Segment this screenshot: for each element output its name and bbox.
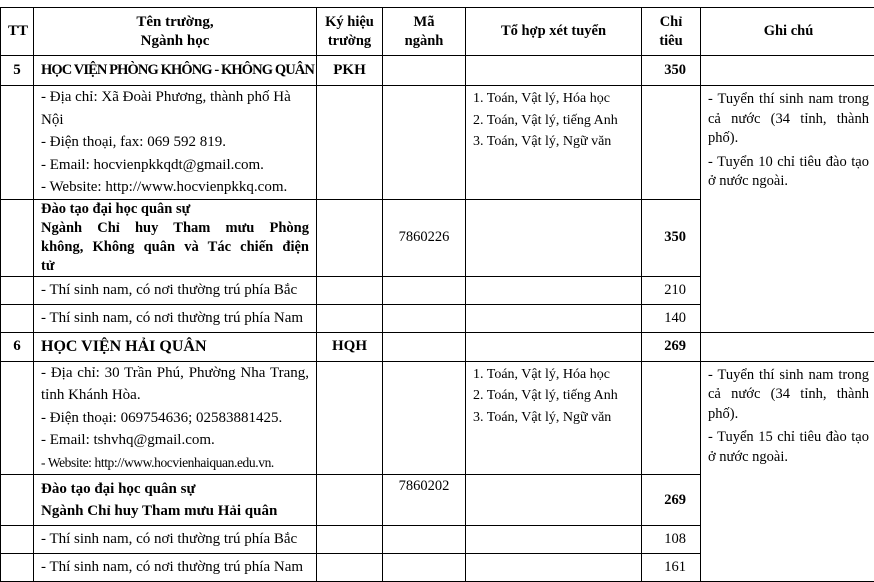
sub-tt-empty — [1, 304, 34, 332]
sub-code-empty — [383, 304, 466, 332]
sub-code-empty — [383, 526, 466, 554]
info-symbol-empty — [317, 86, 383, 200]
sub-combos-empty — [466, 554, 642, 582]
info-tt-empty — [1, 361, 34, 475]
note-item: - Tuyển thí sinh nam trong cả nước (34 tỉnh, thành phố). — [708, 90, 869, 149]
school-notes — [701, 86, 874, 333]
email: - Email: tshvhq@gmail.com. — [41, 429, 309, 452]
school-combos-empty — [466, 332, 642, 361]
school-code-empty — [383, 56, 466, 86]
school-combos-empty — [466, 56, 642, 86]
header-row — [1, 8, 874, 56]
note-item: - Tuyển 15 chỉ tiêu đào tạo ở nước ngoài. — [708, 428, 869, 467]
major-symbol-empty — [317, 199, 383, 276]
school-name: HỌC VIỆN HẢI QUÂN — [34, 332, 317, 361]
sub-combos-empty — [466, 304, 642, 332]
combo-item: 1. Toán, Vật lý, Hóa học — [473, 364, 634, 386]
email: - Email: hocvienpkkqdt@gmail.com. — [41, 154, 309, 177]
major-code: 7860202 — [383, 475, 466, 526]
subject-combos — [466, 86, 642, 200]
address: - Địa chỉ: 30 Trần Phú, Phường Nha Trang, tỉnh Khánh Hòa. — [41, 362, 309, 407]
sub-label: - Thí sinh nam, có nơi thường trú phía Nam — [34, 554, 317, 582]
school-notes-empty — [701, 332, 874, 361]
major-title: Đào tạo đại học quân sự — [41, 200, 309, 219]
major-name: Ngành Chỉ huy Tham mưu Hải quân — [41, 500, 309, 522]
major-title: Đào tạo đại học quân sự — [41, 478, 309, 500]
header-symbol-line2: trường — [319, 32, 380, 51]
header-code-line1: Mã — [390, 13, 458, 32]
sub-quota: 108 — [642, 526, 701, 554]
sub-quota: 140 — [642, 304, 701, 332]
sub-symbol-empty — [317, 526, 383, 554]
header-quota-line2: tiêu — [644, 32, 698, 51]
header-notes: Ghi chú — [701, 8, 874, 56]
website: - Website: http://www.hocvienpkkq.com. — [41, 176, 309, 199]
sub-label: - Thí sinh nam, có nơi thường trú phía Bắc — [34, 526, 317, 554]
major-quota: 269 — [642, 475, 701, 526]
school-contact-info — [34, 86, 317, 200]
school-tt: 5 — [1, 56, 34, 86]
sub-combos-empty — [466, 526, 642, 554]
school-quota: 350 — [642, 56, 701, 86]
major-quota: 350 — [642, 199, 701, 276]
sub-quota: 161 — [642, 554, 701, 582]
website: - Website: http://www.hocvienhaiquan.edu.vn. — [41, 452, 309, 475]
major-tt-empty — [1, 475, 34, 526]
sub-combos-empty — [466, 276, 642, 304]
info-quota-empty — [642, 361, 701, 475]
school-notes — [701, 361, 874, 582]
subject-combos — [466, 361, 642, 475]
school-contact-info — [34, 361, 317, 475]
combo-item: 2. Toán, Vật lý, tiếng Anh — [473, 385, 634, 407]
header-symbol-line1: Ký hiệu — [319, 13, 380, 32]
info-symbol-empty — [317, 361, 383, 475]
major-combos-empty — [466, 475, 642, 526]
sub-label: - Thí sinh nam, có nơi thường trú phía Nam — [34, 304, 317, 332]
phone: - Điện thoại, fax: 069 592 819. — [41, 131, 309, 154]
header-name-line2: Ngành học — [41, 32, 309, 51]
major-name: Ngành Chỉ huy Tham mưu Phòng không, Không quân và Tác chiến điện tử — [41, 219, 309, 276]
major-code: 7860226 — [383, 199, 466, 276]
header-name — [34, 8, 317, 56]
note-item: - Tuyển 10 chỉ tiêu đào tạo ở nước ngoài. — [708, 153, 869, 192]
header-name-line1: Tên trường, — [41, 13, 309, 32]
combo-item: 2. Toán, Vật lý, tiếng Anh — [473, 110, 634, 132]
header-symbol — [317, 8, 383, 56]
header-combos: Tổ hợp xét tuyển — [466, 8, 642, 56]
major-tt-empty — [1, 199, 34, 276]
admissions-table — [0, 7, 874, 582]
school-name: HỌC VIỆN PHÒNG KHÔNG - KHÔNG QUÂN — [34, 56, 317, 86]
sub-tt-empty — [1, 276, 34, 304]
phone: - Điện thoại: 069754636; 02583881425. — [41, 407, 309, 430]
header-quota — [642, 8, 701, 56]
sub-tt-empty — [1, 554, 34, 582]
header-tt: TT — [1, 8, 34, 56]
major-cell — [34, 475, 317, 526]
sub-code-empty — [383, 276, 466, 304]
major-cell — [34, 199, 317, 276]
info-tt-empty — [1, 86, 34, 200]
school-info-row — [1, 361, 874, 475]
school-row — [1, 56, 874, 86]
sub-symbol-empty — [317, 304, 383, 332]
header-code-line2: ngành — [390, 32, 458, 51]
info-code-empty — [383, 361, 466, 475]
major-combos-empty — [466, 199, 642, 276]
school-info-row — [1, 86, 874, 200]
school-symbol: HQH — [317, 332, 383, 361]
note-item: - Tuyển thí sinh nam trong cả nước (34 tỉnh, thành phố). — [708, 366, 869, 425]
major-symbol-empty — [317, 475, 383, 526]
school-notes-empty — [701, 56, 874, 86]
sub-tt-empty — [1, 526, 34, 554]
school-row — [1, 332, 874, 361]
school-quota: 269 — [642, 332, 701, 361]
sub-code-empty — [383, 554, 466, 582]
sub-label: - Thí sinh nam, có nơi thường trú phía Bắc — [34, 276, 317, 304]
info-code-empty — [383, 86, 466, 200]
combo-item: 1. Toán, Vật lý, Hóa học — [473, 88, 634, 110]
sub-symbol-empty — [317, 276, 383, 304]
address: - Địa chỉ: Xã Đoài Phương, thành phố Hà Nội — [41, 86, 309, 131]
info-quota-empty — [642, 86, 701, 200]
header-quota-line1: Chỉ — [644, 13, 698, 32]
school-symbol: PKH — [317, 56, 383, 86]
school-code-empty — [383, 332, 466, 361]
combo-item: 3. Toán, Vật lý, Ngữ văn — [473, 407, 634, 429]
sub-quota: 210 — [642, 276, 701, 304]
header-code — [383, 8, 466, 56]
sub-symbol-empty — [317, 554, 383, 582]
school-tt: 6 — [1, 332, 34, 361]
combo-item: 3. Toán, Vật lý, Ngữ văn — [473, 131, 634, 153]
